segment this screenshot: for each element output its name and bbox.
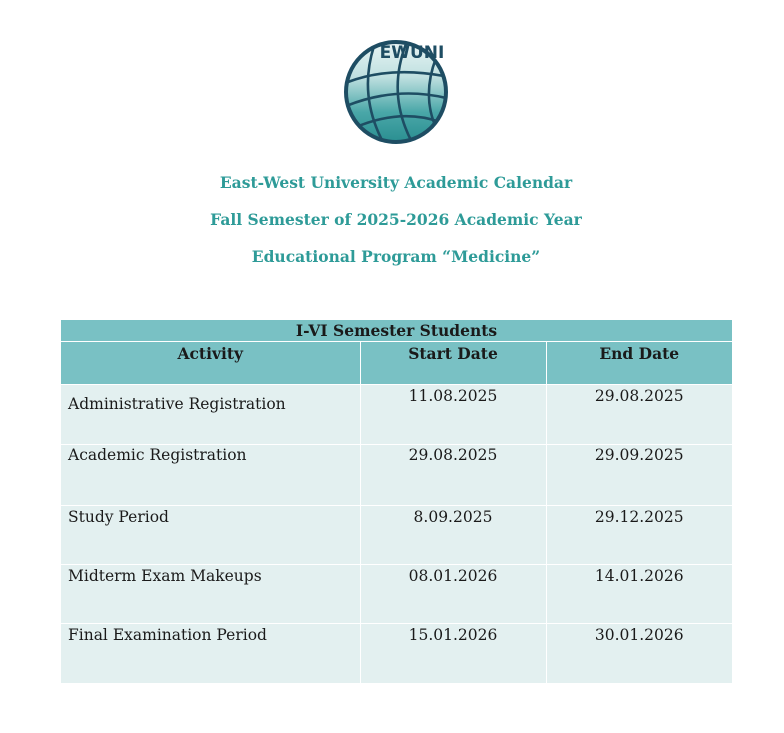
calendar-titles [0, 172, 784, 283]
table-row [61, 385, 732, 445]
end-date-cell: 14.01.2026 [594, 567, 684, 585]
start-date-cell: 08.01.2026 [408, 567, 498, 585]
end-date-cell: 29.09.2025 [594, 446, 684, 464]
activity-cell: Midterm Exam Makeups [68, 567, 262, 585]
start-date-cell: 11.08.2025 [408, 387, 498, 405]
university-calendar-title: East-West University Academic Calendar [219, 173, 573, 192]
end-date-cell: 30.01.2026 [594, 626, 684, 644]
activity-cell: Study Period [68, 508, 169, 526]
table-row [61, 445, 732, 506]
column-header-row [61, 342, 732, 385]
semester-group-header: I-VI Semester Students [61, 320, 732, 342]
table-row [61, 624, 732, 683]
table-row [61, 565, 732, 624]
activity-cell: Final Examination Period [68, 626, 267, 644]
start-date-cell: 29.08.2025 [408, 446, 498, 464]
semester-title: Fall Semester of 2025-2026 Academic Year [210, 210, 582, 229]
table-row [61, 506, 732, 565]
start-date-cell: 15.01.2026 [408, 626, 498, 644]
academic-calendar-table [61, 320, 732, 683]
column-header-start-date: Start Date [360, 342, 546, 385]
end-date-cell: 29.08.2025 [594, 387, 684, 405]
column-header-activity: Activity [61, 342, 360, 385]
program-title: Educational Program “Medicine” [251, 247, 541, 266]
ewuni-logo [340, 36, 452, 148]
end-date-cell: 29.12.2025 [594, 508, 684, 526]
activity-cell: Administrative Registration [68, 395, 286, 413]
logo-text: EWUNI [379, 43, 445, 63]
column-header-end-date: End Date [546, 342, 732, 385]
activity-cell: Academic Registration [68, 446, 247, 464]
start-date-cell: 8.09.2025 [413, 508, 493, 526]
semester-group-row [61, 320, 732, 342]
